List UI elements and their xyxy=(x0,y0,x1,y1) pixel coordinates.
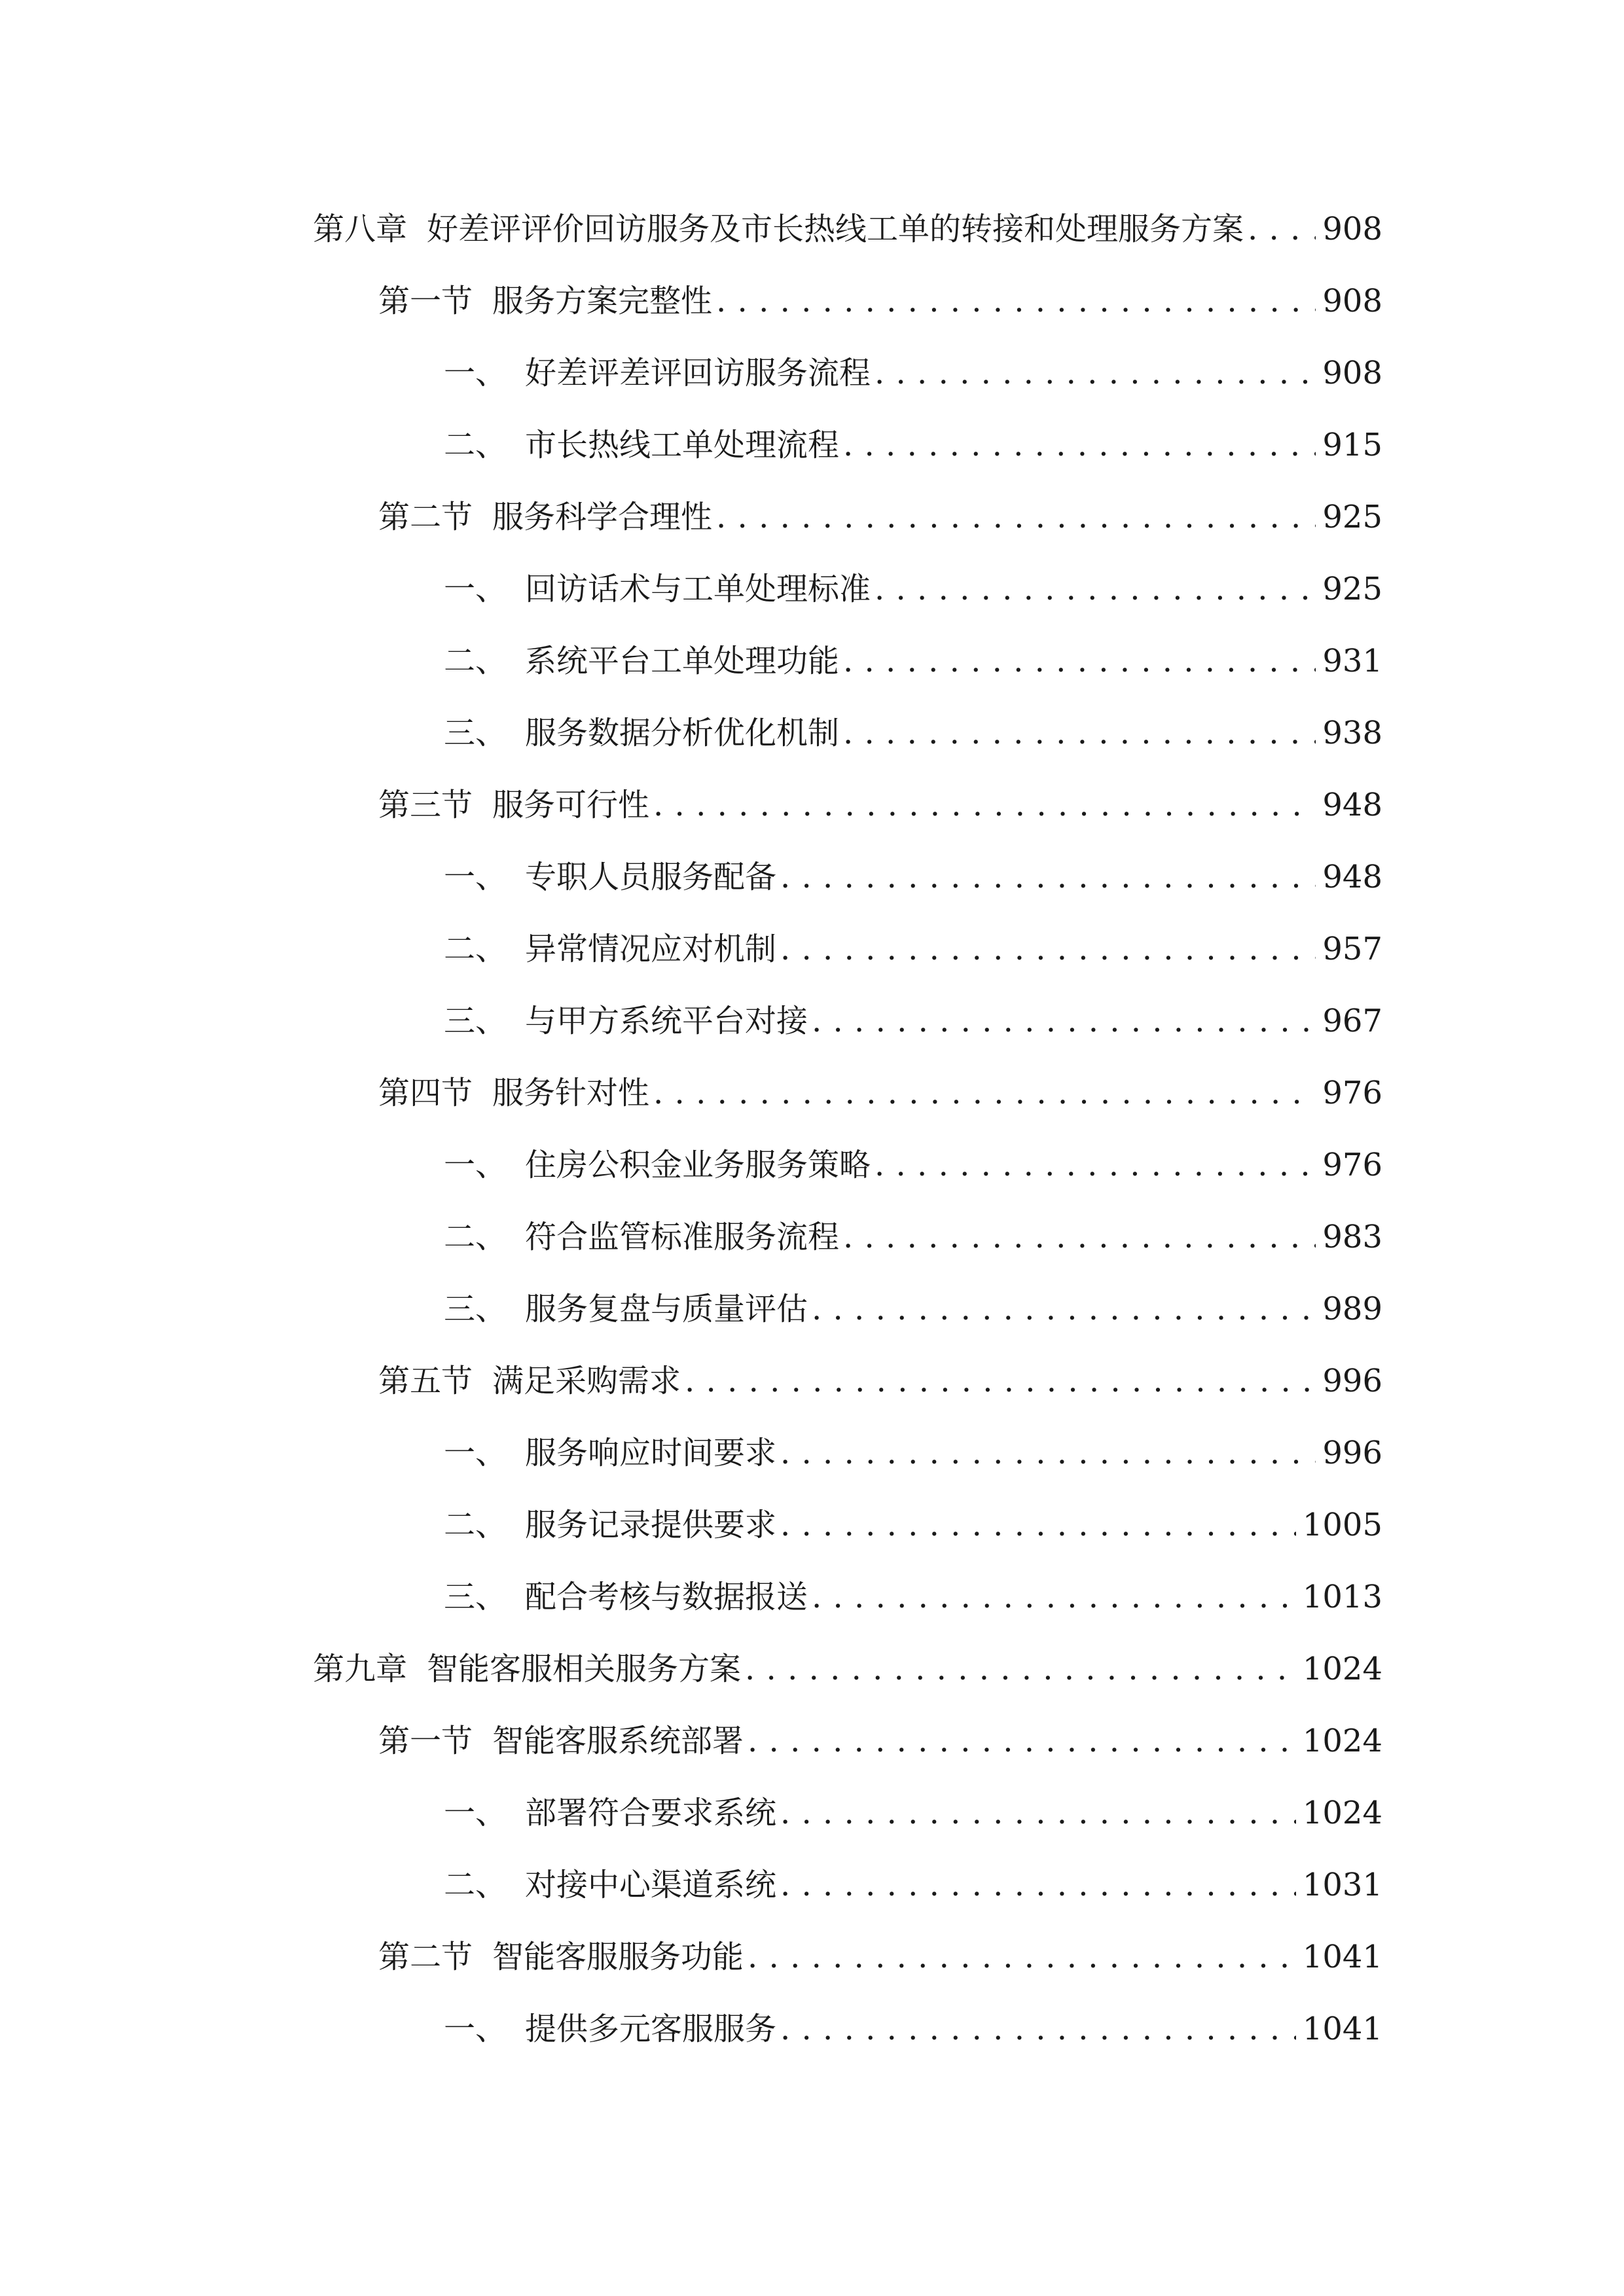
toc-entry-section[interactable] xyxy=(378,1715,1382,1767)
toc-title: 住房公积金业务服务策略 xyxy=(525,1147,871,1183)
toc-prefix: 一、 xyxy=(444,1147,507,1183)
toc-prefix: 一、 xyxy=(444,2011,507,2047)
toc-title: 符合监管标准服务流程 xyxy=(525,1219,840,1255)
toc-prefix: 一、 xyxy=(444,571,507,607)
toc-prefix: 第一节 xyxy=(378,283,473,319)
toc-page-number: 908 xyxy=(1322,211,1382,247)
toc-entry-section[interactable] xyxy=(378,779,1382,831)
toc-title: 服务科学合理性 xyxy=(492,499,713,535)
toc-entry-section[interactable] xyxy=(378,1067,1382,1119)
toc-title: 服务记录提供要求 xyxy=(525,1507,777,1543)
toc-entry-subsection[interactable] xyxy=(444,1139,1382,1191)
dot-leader xyxy=(875,563,1316,615)
toc-prefix: 一、 xyxy=(444,859,507,895)
toc-page-number: 908 xyxy=(1322,283,1382,319)
toc-page-number: 925 xyxy=(1322,499,1382,535)
toc-title: 提供多元客服服务 xyxy=(525,2011,777,2047)
toc-prefix: 三、 xyxy=(444,1003,507,1039)
toc-entry-chapter-9[interactable] xyxy=(313,1643,1382,1695)
toc-page-number: 996 xyxy=(1322,1363,1382,1399)
toc-entry-subsection[interactable] xyxy=(444,563,1382,615)
dot-leader xyxy=(653,1067,1316,1119)
dot-leader xyxy=(843,419,1316,471)
toc-entry-subsection[interactable] xyxy=(444,851,1382,903)
dot-leader xyxy=(780,2003,1296,2055)
toc-prefix: 一、 xyxy=(444,1435,507,1471)
toc-title: 智能客服相关服务方案 xyxy=(427,1651,742,1687)
toc-prefix: 第九章 xyxy=(313,1651,408,1687)
toc-prefix: 第一节 xyxy=(378,1723,473,1759)
dot-leader xyxy=(685,1355,1316,1407)
toc-page-number: 1041 xyxy=(1302,1939,1382,1975)
toc-entry-chapter-8[interactable] xyxy=(313,203,1382,255)
toc-page-number: 989 xyxy=(1322,1291,1382,1327)
toc-title: 异常情况应对机制 xyxy=(525,931,777,967)
toc-entry-subsection[interactable] xyxy=(444,1859,1382,1911)
toc-prefix: 第四节 xyxy=(378,1075,473,1111)
dot-leader xyxy=(748,1931,1296,1983)
toc-title: 系统平台工单处理功能 xyxy=(525,643,840,679)
toc-entry-subsection[interactable] xyxy=(444,2003,1382,2055)
toc-prefix: 三、 xyxy=(444,1579,507,1615)
toc-entry-subsection[interactable] xyxy=(444,1211,1382,1263)
dot-leader xyxy=(812,1571,1296,1623)
toc-prefix: 第二节 xyxy=(378,499,473,535)
toc-page-number: 908 xyxy=(1322,355,1382,391)
toc-title: 回访话术与工单处理标准 xyxy=(525,571,871,607)
toc-entry-subsection[interactable] xyxy=(444,1787,1382,1839)
toc-page-number: 915 xyxy=(1322,427,1382,463)
dot-leader xyxy=(812,995,1316,1047)
dot-leader xyxy=(843,635,1316,687)
toc-prefix: 第八章 xyxy=(313,211,408,247)
dot-leader xyxy=(780,1499,1296,1551)
toc-page-number: 996 xyxy=(1322,1435,1382,1471)
toc-page-number: 976 xyxy=(1322,1147,1382,1183)
toc-page-number: 983 xyxy=(1322,1219,1382,1255)
dot-leader xyxy=(653,779,1316,831)
toc-prefix: 第二节 xyxy=(378,1939,473,1975)
toc-entry-subsection[interactable] xyxy=(444,419,1382,471)
dot-leader xyxy=(780,1859,1296,1911)
toc-title: 智能客服系统部署 xyxy=(492,1723,744,1759)
toc-entry-section[interactable] xyxy=(378,1355,1382,1407)
toc-page-number: 1031 xyxy=(1302,1867,1382,1903)
toc-prefix: 二、 xyxy=(444,1867,507,1903)
toc-entry-subsection[interactable] xyxy=(444,995,1382,1047)
toc-entry-subsection[interactable] xyxy=(444,923,1382,975)
dot-leader xyxy=(1248,203,1316,255)
toc-prefix: 二、 xyxy=(444,1219,507,1255)
toc-page-number: 948 xyxy=(1322,787,1382,823)
toc-entry-section[interactable] xyxy=(378,1931,1382,1983)
toc-title: 好差评差评回访服务流程 xyxy=(525,355,871,391)
toc-entry-subsection[interactable] xyxy=(444,347,1382,399)
toc-entry-subsection[interactable] xyxy=(444,707,1382,759)
toc-page-number: 1024 xyxy=(1302,1723,1382,1759)
toc-prefix: 三、 xyxy=(444,715,507,751)
toc-title: 配合考核与数据报送 xyxy=(525,1579,808,1615)
dot-leader xyxy=(843,1211,1316,1263)
toc-entry-section[interactable] xyxy=(378,275,1382,327)
toc-entry-subsection[interactable] xyxy=(444,1283,1382,1335)
toc-title: 服务数据分析优化机制 xyxy=(525,715,840,751)
toc-page-number: 1005 xyxy=(1302,1507,1382,1543)
toc-page-number: 938 xyxy=(1322,715,1382,751)
toc-title: 服务针对性 xyxy=(492,1075,650,1111)
toc-page-number: 948 xyxy=(1322,859,1382,895)
toc-title: 市长热线工单处理流程 xyxy=(525,427,840,463)
dot-leader xyxy=(780,923,1316,975)
toc-prefix: 二、 xyxy=(444,1507,507,1543)
toc-page-number: 1013 xyxy=(1302,1579,1382,1615)
dot-leader xyxy=(780,1787,1296,1839)
toc-entry-subsection[interactable] xyxy=(444,1427,1382,1479)
toc-title: 对接中心渠道系统 xyxy=(525,1867,777,1903)
toc-prefix: 第三节 xyxy=(378,787,473,823)
toc-entry-section[interactable] xyxy=(378,491,1382,543)
toc-prefix: 一、 xyxy=(444,1795,507,1831)
toc-page-number: 931 xyxy=(1322,643,1382,679)
toc-page-number: 1024 xyxy=(1302,1795,1382,1831)
dot-leader xyxy=(748,1715,1296,1767)
dot-leader xyxy=(875,347,1316,399)
toc-title: 服务复盘与质量评估 xyxy=(525,1291,808,1327)
toc-prefix: 二、 xyxy=(444,931,507,967)
dot-leader xyxy=(780,1427,1316,1479)
toc-entry-subsection[interactable] xyxy=(444,635,1382,687)
toc-prefix: 第五节 xyxy=(378,1363,473,1399)
toc-title: 满足采购需求 xyxy=(492,1363,681,1399)
dot-leader xyxy=(745,1643,1296,1695)
toc-page-number: 1041 xyxy=(1302,2011,1382,2047)
dot-leader xyxy=(843,707,1316,759)
toc-prefix: 三、 xyxy=(444,1291,507,1327)
toc-prefix: 二、 xyxy=(444,427,507,463)
toc-page-number: 957 xyxy=(1322,931,1382,967)
toc-title: 部署符合要求系统 xyxy=(525,1795,777,1831)
toc-entry-subsection[interactable] xyxy=(444,1499,1382,1551)
dot-leader xyxy=(716,275,1316,327)
toc-page-number: 976 xyxy=(1322,1075,1382,1111)
dot-leader xyxy=(780,851,1316,903)
dot-leader xyxy=(812,1283,1316,1335)
toc-entry-subsection[interactable] xyxy=(444,1571,1382,1623)
toc-page-number: 1024 xyxy=(1302,1651,1382,1687)
dot-leader xyxy=(716,491,1316,543)
toc-title: 服务方案完整性 xyxy=(492,283,713,319)
toc-title: 服务响应时间要求 xyxy=(525,1435,777,1471)
toc-title: 智能客服服务功能 xyxy=(492,1939,744,1975)
toc-page-number: 925 xyxy=(1322,571,1382,607)
toc-title: 好差评评价回访服务及市长热线工单的转接和处理服务方案 xyxy=(427,211,1244,247)
toc-title: 服务可行性 xyxy=(492,787,650,823)
toc-title: 专职人员服务配备 xyxy=(525,859,777,895)
toc-prefix: 一、 xyxy=(444,355,507,391)
dot-leader xyxy=(875,1139,1316,1191)
toc-page-number: 967 xyxy=(1322,1003,1382,1039)
toc-title: 与甲方系统平台对接 xyxy=(525,1003,808,1039)
toc-prefix: 二、 xyxy=(444,643,507,679)
